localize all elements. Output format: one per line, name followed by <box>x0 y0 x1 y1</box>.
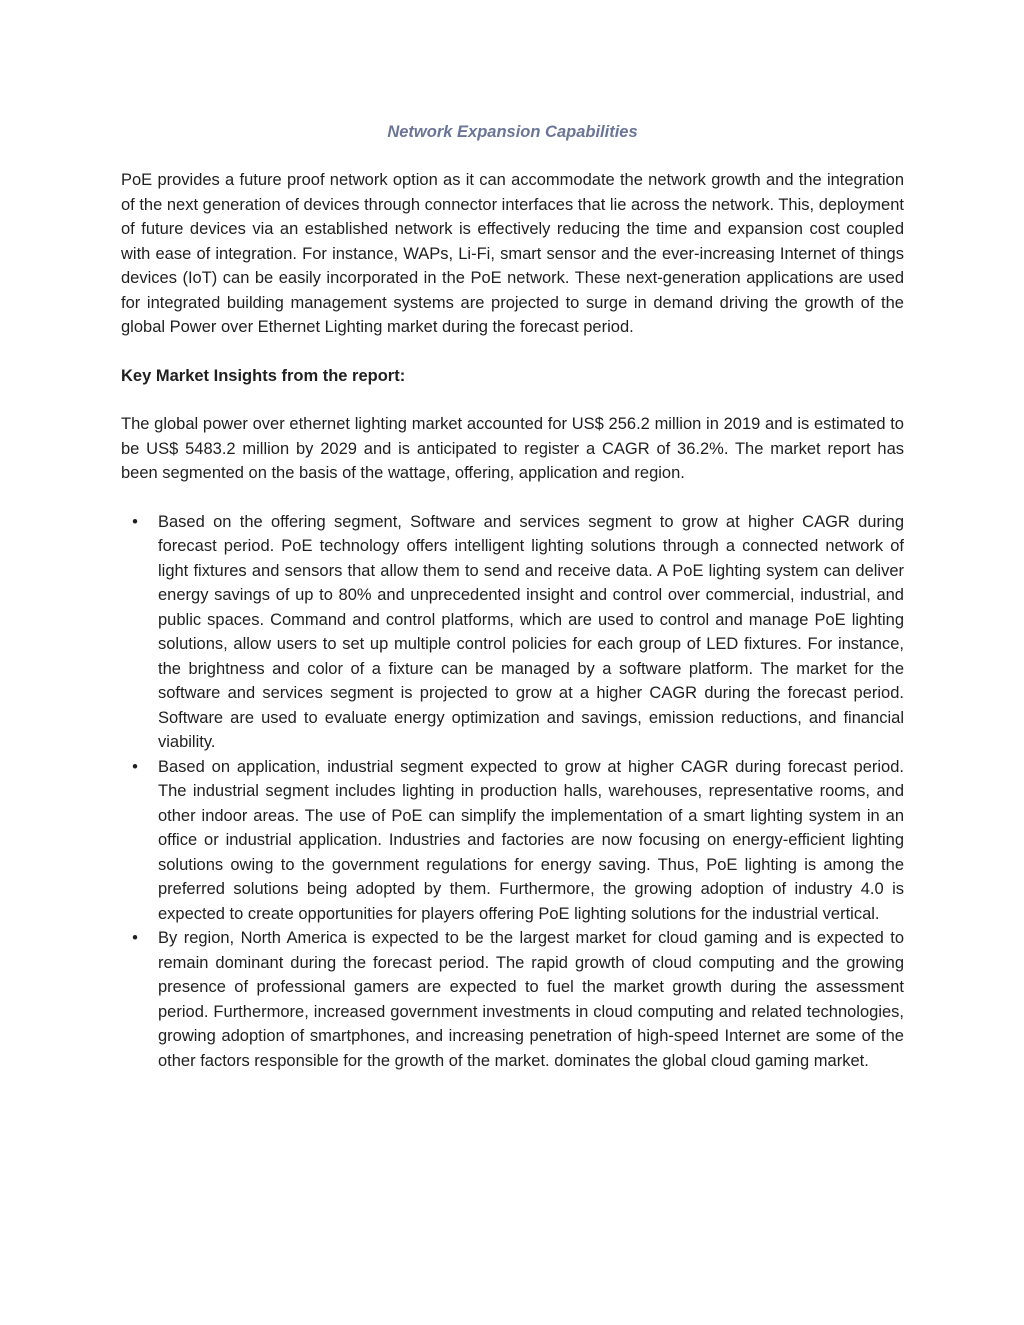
bullet-icon: • <box>132 512 138 531</box>
insights-bullet-list <box>121 510 904 1074</box>
bullet-text: Based on application, industrial segment expected to grow at higher CAGR during forecast period. The industrial segment includes lighting in production halls, warehouses, representative rooms, and other indoor areas. The use of PoE can simplify the implementation of a smart lighting system in an office or industrial application. Industries and factories are now focusing on energy-efficient lighting solutions owing to the government regulations for energy saving. Thus, PoE lighting is among the preferred solutions being adopted by them. Furthermore, the growing adoption of industry 4.0 is expected to create opportunities for players offering PoE lighting solutions for the industrial vertical. <box>158 757 904 923</box>
intro-paragraph: PoE provides a future proof network option as it can accommodate the network growth and the integration of the next generation of devices through connector interfaces that lie across the network. This, deployment of future devices via an established network is effectively reducing the time and expansion cost coupled with ease of integration. For instance, WAPs, Li-Fi, smart sensor and the ever-increasing Internet of things devices (IoT) can be easily incorporated in the PoE network. These next-generation applications are used for integrated building management systems are projected to surge in demand driving the growth of the global Power over Ethernet Lighting market during the forecast period. <box>121 171 904 336</box>
document-body <box>121 119 904 1073</box>
bullet-icon: • <box>132 757 138 776</box>
bullet-text: Based on the offering segment, Software and services segment to grow at higher CAGR during forecast period. PoE technology offers intelligent lighting solutions through a connected network of light fixtures and sensors that allow them to send and receive data. A PoE lighting system can deliver energy savings of up to 80% and unprecedented insight and control over commercial, industrial, and public spaces. Command and control platforms, which are used to control and manage PoE lighting solutions, allow users to set up multiple control policies for each group of LED fixtures. For instance, the brightness and color of a fixture can be managed by a software platform. The market for the software and services segment is projected to grow at a higher CAGR during the forecast period. Software are used to evaluate energy optimization and savings, emission reductions, and financial viability. <box>158 512 904 751</box>
insights-paragraph: The global power over ethernet lighting market accounted for US$ 256.2 million in 2019 and is estimated to be US$ 5483.2 million by 2029 and is anticipated to register a CAGR of 36.2%. The market report has been segmented on the basis of the wattage, offering, application and region. <box>121 415 904 482</box>
insights-heading: Key Market Insights from the report: <box>121 366 406 385</box>
bullet-icon: • <box>132 929 138 947</box>
section-title: Network Expansion Capabilities <box>387 123 638 141</box>
bullet-item-offering <box>121 510 904 755</box>
bullet-text: By region, North America is expected to be the largest market for cloud gaming and is expected to remain dominant during the forecast period. The rapid growth of cloud computing and the growing presence of professional gamers are expected to fuel the market growth during the assessment period. Furthermore, increased government investments in cloud computing and related technologies, growing adoption of smartphones, and increasing penetration of high-speed Internet are some of the other factors responsible for the growth of the market. dominates the global cloud gaming market. <box>158 929 904 1070</box>
bullet-item-region <box>121 926 904 1073</box>
bullet-item-application <box>121 755 904 927</box>
